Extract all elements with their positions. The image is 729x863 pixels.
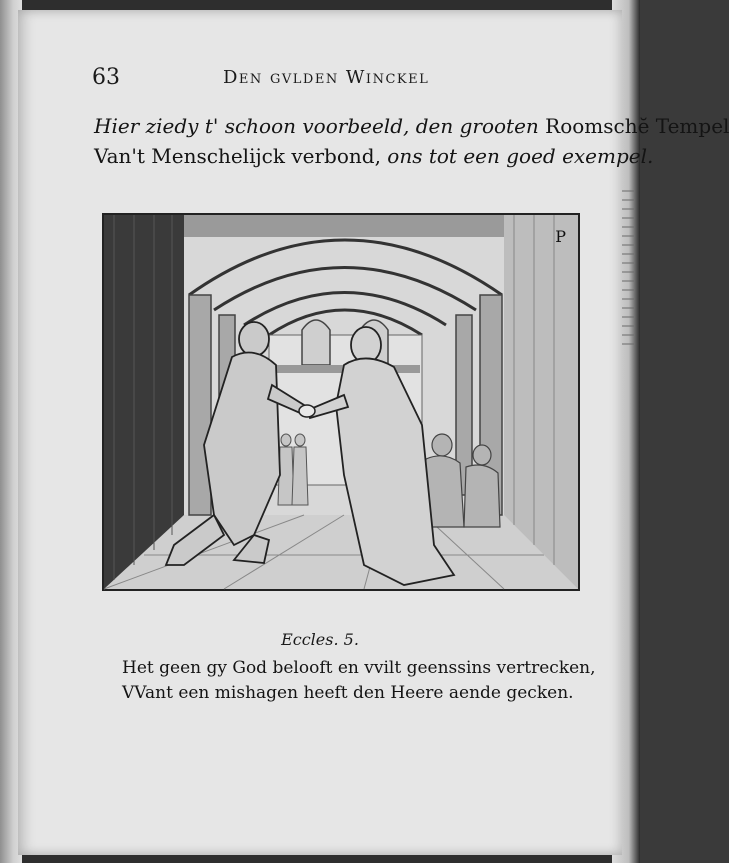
verse-line-1-roman: Roomschĕ Tempel <box>545 114 729 138</box>
verse-line-1 <box>94 114 729 138</box>
running-head <box>18 65 622 95</box>
verse-line-2 <box>94 144 698 168</box>
running-title: Den gvlden Winckel <box>223 67 430 88</box>
engraving-artwork <box>104 215 578 589</box>
plate-letter: P <box>555 227 566 246</box>
motto-line-2: VVant een mishagen heeft den Heere aende gecken. <box>122 683 574 703</box>
page-number: 63 <box>92 65 120 90</box>
bible-reference: Eccles. 5. <box>281 630 359 649</box>
verse-line-1-italic: Hier ziedy t' schoon voorbeeld, den grooten <box>94 114 546 138</box>
show-through-text <box>620 190 634 350</box>
verse-line-2-italic: ons tot een goed exempel. <box>387 144 654 168</box>
book-page <box>18 10 729 855</box>
engraving-illustration <box>102 213 580 591</box>
motto-line-1: Het geen gy God belooft en vvilt geenssins vertrecken, <box>122 658 596 678</box>
verse-line-2-roman: Van't Menschelijck verbond, <box>94 144 388 168</box>
